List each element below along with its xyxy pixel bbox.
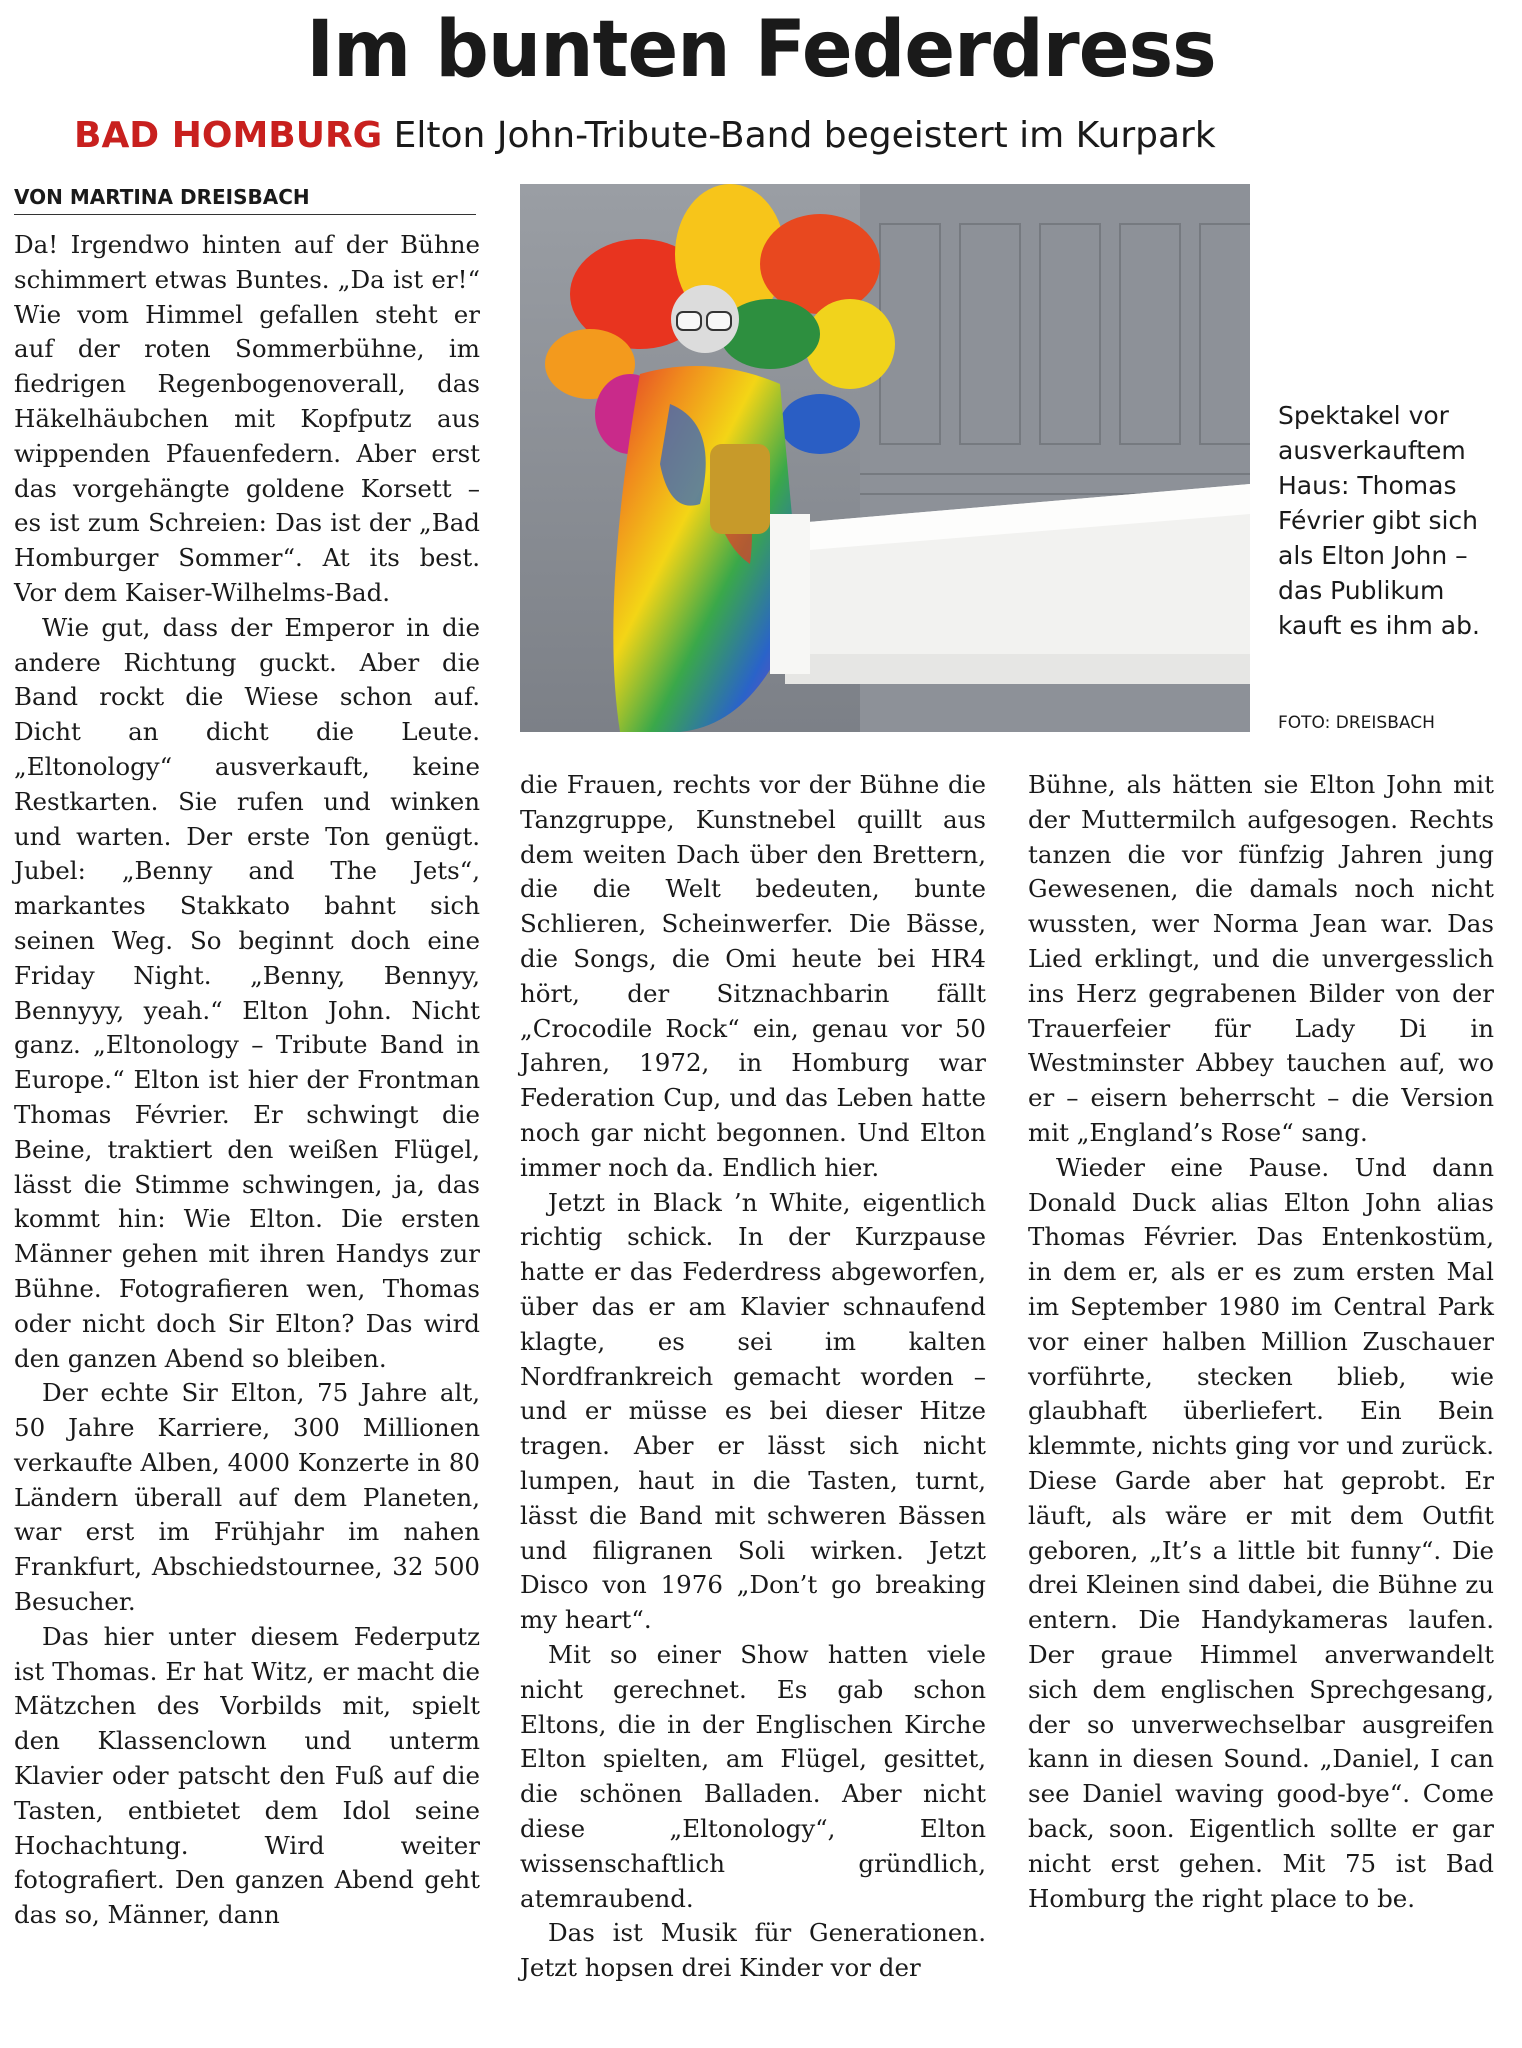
paragraph: Wie gut, dass der Emperor in die andere Richtung guckt. Aber die Band rockt die Wiese schon auf. Dicht an dicht die Leute. „Eltonology“ ausverkauft, keine Restkarten. Sie rufen und winken und warten. Der erste Ton genügt. Jubel: „Benny and The Jets“, markantes Stakkato bahnt sich seinen Weg. So beginnt doch eine Friday Night. „Benny, Bennyy, Bennyyy, yeah.“ Elton John. Nicht ganz. „Eltonology – Tribute Band in Europe.“ Elton ist hier der Frontman Thomas Février. Er schwingt die Beine, traktiert den weißen Flügel, lässt die Stimme schwingen, ja, das kommt hin: Wie Elton. Die ersten Männer gehen mit ihren Handys zur Bühne. Fotografieren wen, Thomas oder nicht doch Sir Elton? Das wird den ganzen Abend so bleiben. <box>14 612 480 1373</box>
article-column-1 <box>14 228 480 1933</box>
photo-credit: FOTO: DREISBACH <box>1278 713 1435 733</box>
paragraph: die Frauen, rechts vor der Bühne die Tanzgruppe, Kunstnebel quillt aus dem weiten Dach über den Brettern, die die Welt bedeuten, bunte Schlieren, Scheinwerfer. Die Bässe, die Songs, die Omi heute bei HR4 hört, der Sitznachbarin fällt „Crocodile Rock“ ein, genau vor 50 Jahren, 1972, in Homburg war Federation Cup, und das Leben hatte noch gar nicht begonnen. Und Elton immer noch da. Endlich hier. <box>520 770 986 1182</box>
paragraph: Der echte Sir Elton, 75 Jahre alt, 50 Jahre Karriere, 300 Millionen verkaufte Alben, 4000 Konzerte in 80 Ländern überall auf dem Planeten, war erst im Frühjahr im nahen Frankfurt, Abschiedstournee, 32 500 Besucher. <box>14 1378 480 1617</box>
article-column-2 <box>520 768 986 1986</box>
photo-illustration <box>520 184 1250 732</box>
subheadline-text: Elton John-Tribute-Band begeistert im Kurpark <box>393 115 1216 156</box>
paragraph: Da! Irgendwo hinten auf der Bühne schimmert etwas Buntes. „Da ist er!“ Wie vom Himmel gefallen steht er auf der roten Sommerbühne, im fiedrigen Regenbogenoverall, das Häkelhäubchen mit Kopfputz aus wippenden Pfauenfedern. Aber erst das vorgehängte goldene Korsett – es ist zum Schreien: Das ist der „Bad Homburger Sommer“. At its best. Vor dem Kaiser-Wilhelms-Bad. <box>14 230 480 607</box>
paragraph: Wieder eine Pause. Und dann Donald Duck alias Elton John alias Thomas Février. Das Entenkostüm, in dem er, als er es zum ersten Mal im September 1980 im Central Park vor einer halben Million Zuschauer vorführte, stecken blieb, wie glaubhaft überliefert. Ein Bein klemmte, nichts ging vor und zurück. Diese Garde aber hat geprobt. Er läuft, als wäre er mit dem Outfit geboren, „It’s a little bit funny“. Die drei Kleinen sind dabei, die Bühne zu entern. Die Handykameras laufen. Der graue Himmel anverwandelt sich dem englischen Sprechgesang, der so unverwechselbar ausgreifen kann in diesen Sound. „Daniel, I can see Daniel waving good-bye“. Come back, soon. Eigentlich sollte er gar nicht erst gehen. Mit 75 ist Bad Homburg the right place to be. <box>1028 1152 1494 1913</box>
subheadline <box>74 108 1474 164</box>
paragraph: Jetzt in Black ’n White, eigentlich richtig schick. In der Kurzpause hatte er das Federdress abgeworfen, über das er am Klavier schnaufend klagte, es sei im kalten Nordfrankreich gemacht worden – und er müsse es bei dieser Hitze tragen. Aber er lässt sich nicht lumpen, haut in die Tasten, turnt, lässt die Band mit schweren Bässen und filigranen Soli wirken. Jetzt Disco von 1976 „Don’t go breaking my heart“. <box>520 1187 986 1635</box>
paragraph: Mit so einer Show hatten viele nicht gerechnet. Es gab schon Eltons, die in der Englischen Kirche Elton spielten, am Flügel, gesittet, die schönen Balladen. Aber nicht diese „Eltonology“, Elton wissenschaftlich gründlich, atemraubend. <box>520 1639 986 1913</box>
article-photo <box>520 184 1250 732</box>
paragraph: Das hier unter diesem Federputz ist Thomas. Er hat Witz, er macht die Mätzchen des Vorbilds mit, spielt den Klassenclown und unterm Klavier oder patscht den Fuß auf die Tasten, entbietet dem Idol seine Hochachtung. Wird weiter fotografiert. Den ganzen Abend geht das so, Männer, dann <box>14 1621 480 1930</box>
photo-caption: Spektakel vor ausverkauftem Haus: Thomas Février gibt sich als Elton John – das Publikum kauft es ihm ab. <box>1278 401 1480 640</box>
paragraph: Das ist Musik für Generationen. Jetzt hopsen drei Kinder vor der <box>520 1918 986 1983</box>
paragraph: Bühne, als hätten sie Elton John mit der Muttermilch aufgesogen. Rechts tanzen die vor fünfzig Jahren jung Gewesenen, die damals noch nicht wussten, wer Norma Jean war. Das Lied erklingt, und die unvergesslich ins Herz gegrabenen Bilder von der Trauerfeier für Lady Di in Westminster Abbey tauchen auf, wo er – eisern beherrscht – die Version mit „England’s Rose“ sang. <box>1028 770 1494 1147</box>
byline: VON MARTINA DREISBACH <box>14 180 476 215</box>
headline: Im bunten Federdress <box>306 5 1216 95</box>
article-column-3 <box>1028 768 1494 1916</box>
location-tag: BAD HOMBURG <box>74 115 383 156</box>
